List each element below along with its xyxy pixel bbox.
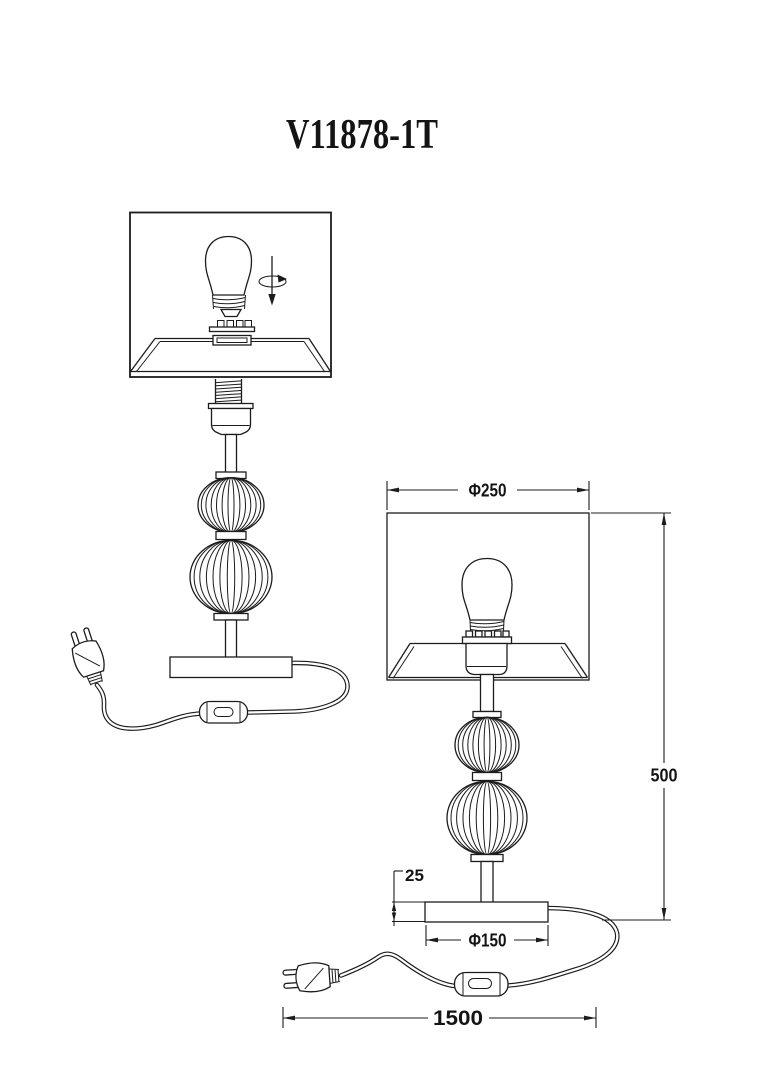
euro-power-plug-icon [283,961,341,994]
shade-diameter-label: Φ250 [468,480,507,501]
lamp-base [425,902,548,922]
model-number: V11878-1T [286,112,438,158]
dim-shade-diameter [387,481,589,511]
base-diameter-label: Φ150 [468,930,507,951]
ribbed-ball-small [455,717,519,772]
ribbed-ball-large [447,781,527,854]
socket-cup [209,404,254,435]
dim-cord-length [283,1007,596,1030]
socket-ring [210,321,255,332]
assembly-side-view [66,213,348,729]
euro-power-plug-icon [66,626,111,688]
base-height-label: 25 [405,866,424,885]
light-bulb-icon [206,237,252,317]
cord-length-label: 1500 [433,1007,483,1030]
screw-in-rotation-arrow-icon [259,256,287,306]
ribbed-ball-small [198,478,264,533]
glass-ball-lamp-stand [190,435,272,658]
total-height-label: 500 [650,765,678,786]
dim-total-height [591,513,678,920]
ribbed-ball-large [190,540,272,613]
inline-cord-switch-icon [455,973,509,997]
glass-ball-lamp-stand [447,675,527,903]
inline-cord-switch-icon [200,702,248,724]
lamp-base [170,657,292,678]
dim-base-diameter [426,925,548,951]
threaded-rod [216,379,242,404]
dim-base-height [392,866,425,926]
socket-ring [463,631,512,644]
dimensioned-front-view [283,513,618,996]
lampshade-top [131,336,331,372]
socket-cup [466,644,507,675]
light-bulb-icon [462,559,512,632]
